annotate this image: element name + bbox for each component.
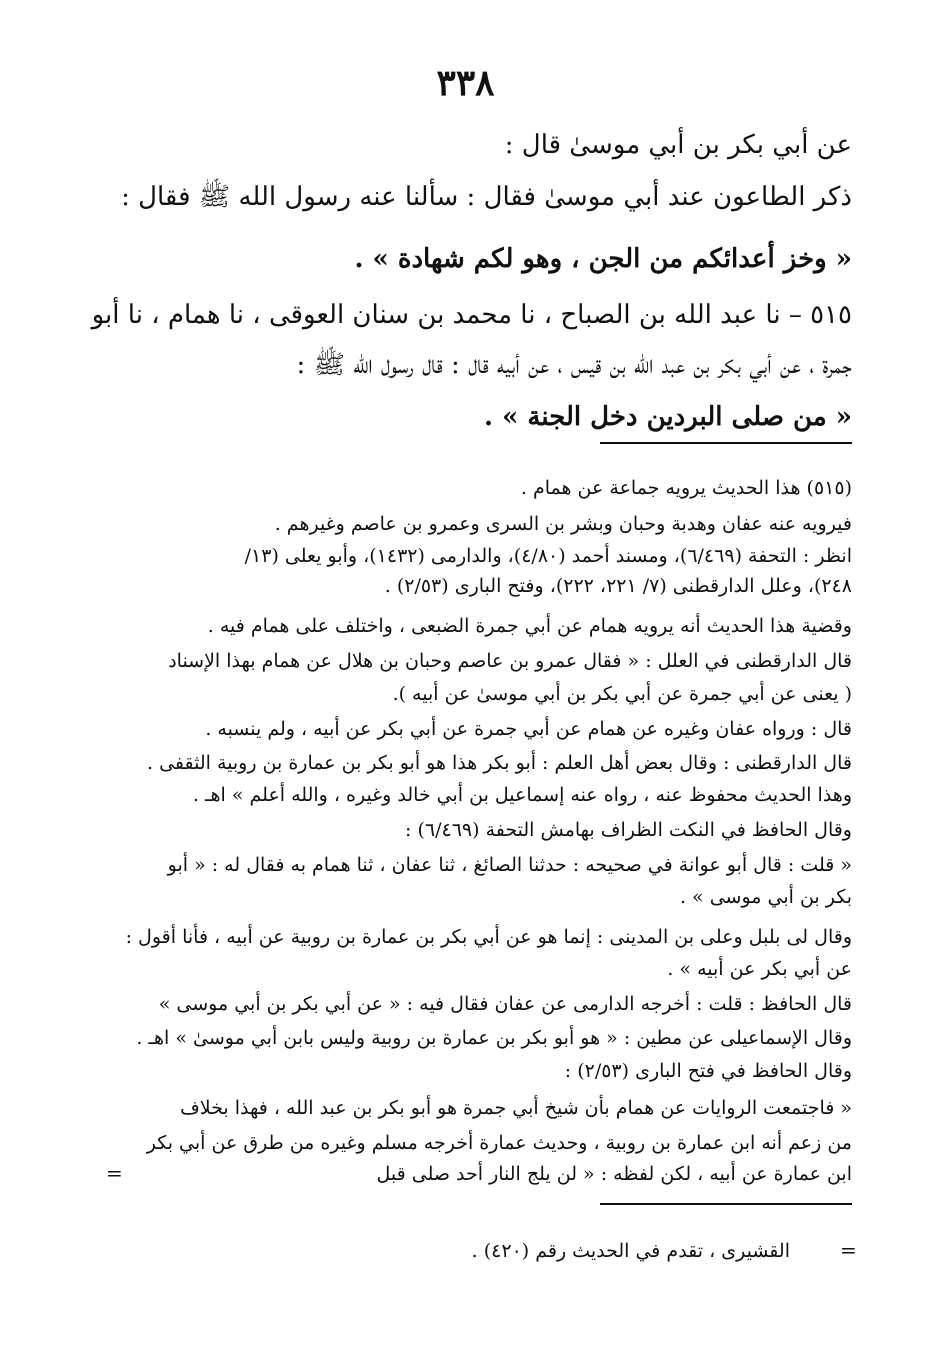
footnote-line: وقضية هذا الحديث أنه يرويه همام عن أبي جمرة الضبعى ، واختلف على همام فيه . bbox=[207, 615, 852, 637]
footnote-line: وقال الحافظ في فتح البارى (٢/٥٣) : bbox=[564, 1060, 852, 1082]
hadith-text-2: « من صلى البردين دخل الجنة » . bbox=[484, 402, 852, 432]
main-text-line-1: عن أبي بكر بن أبي موسىٰ قال : bbox=[504, 130, 852, 160]
footnote-line: انظر : التحفة (٦/٤٦٩)، ومسند أحمد (٤/٨٠)، والدارمى (١٤٣٢)، وأبو يعلى (١٣/ bbox=[244, 545, 852, 567]
footnote-line: ( يعنى عن أبي جمرة عن أبي بكر بن أبي موسىٰ عن أبيه ). bbox=[392, 683, 852, 705]
page-number: ٣٣٨ bbox=[436, 62, 495, 104]
footnote-line: بكر بن أبي موسى » . bbox=[679, 886, 852, 908]
footnote-line: وهذا الحديث محفوظ عنه ، رواه عنه إسماعيل بن أبي خالد وغيره ، والله أعلم » اهـ . bbox=[192, 784, 852, 806]
main-text-line-2: ذكر الطاعون عند أبي موسىٰ فقال : سألنا عنه رسول الله ﷺ فقال : bbox=[121, 182, 852, 212]
footnote-line: ابن عمارة عن أبيه ، لكن لفظه : « لن يلج النار أحد صلى قبل bbox=[376, 1163, 852, 1185]
continued-mark: = bbox=[840, 1238, 857, 1262]
footnote-line: « فاجتمعت الروايات عن همام بأن شيخ أبي جمرة هو أبو بكر بن عبد الله ، فهذا بخلاف bbox=[180, 1097, 852, 1119]
footnote-line: وقال الحافظ في النكت الظراف بهامش التحفة (٦/٤٦٩) : bbox=[405, 819, 852, 841]
footnote-line: قال الدارقطنى في العلل : « فقال عمرو بن عاصم وحبان بن هلال عن همام بهذا الإسناد bbox=[168, 650, 852, 672]
footnote-line: قال الحافظ : قلت : أخرجه الدارمى عن عفان فقال فيه : « عن أبي بكر بن أبي موسى » bbox=[158, 993, 852, 1015]
hadith-515-isnad-line-2: جمرة ، عن أبي بكر بن عبد الله بن قيس ، عن أبيه قال : قال رسول الله ﷺ : bbox=[296, 350, 852, 380]
footnote-line: من زعم أنه ابن عمارة بن روبية ، وحديث عمارة أخرجه مسلم وغيره من طرق عن أبي بكر bbox=[146, 1132, 852, 1154]
footnote-line: وقال الإسماعيلى عن مطين : « هو أبو بكر بن عمارة بن روبية وليس بابن أبي موسىٰ » اهـ . bbox=[136, 1027, 852, 1049]
footnote-line: « قلت : قال أبو عوانة في صحيحه : حدثنا الصائغ ، ثنا عفان ، ثنا همام به فقال له : « أبو bbox=[167, 854, 852, 876]
footnote-line: قال الدارقطنى : وقال بعض أهل العلم : أبو بكر هذا هو أبو بكر بن عمارة بن روبية الثقفى . bbox=[146, 752, 852, 774]
footnote-line: (٥١٥) هذا الحديث يرويه جماعة عن همام . bbox=[520, 477, 852, 499]
continuation-mark: = bbox=[106, 1161, 123, 1185]
footnote-line: وقال لى بلبل وعلى بن المدينى : إنما هو عن أبي بكر بن عمارة بن روبية عن أبيه ، فأنا أقول : bbox=[125, 926, 852, 948]
footnote-line: ٢٤٨)، وعلل الدارقطنى (٧/ ٢٢١، ٢٢٢)، وفتح البارى (٢/٥٣) . bbox=[384, 575, 852, 597]
footnote-line: عن أبي بكر عن أبيه » . bbox=[667, 958, 852, 980]
footnote-separator bbox=[600, 442, 852, 444]
hadith-text-1: « وخز أعدائكم من الجن ، وهو لكم شهادة » . bbox=[354, 244, 852, 274]
continued-footnote-line: القشيرى ، تقدم في الحديث رقم (٤٢٠) . bbox=[471, 1240, 790, 1262]
continuation-separator bbox=[600, 1203, 852, 1205]
footnote-line: قال : ورواه عفان وغيره عن همام عن أبي جمرة عن أبي بكر عن أبيه ، ولم ينسبه . bbox=[205, 718, 852, 740]
hadith-515-isnad-line-1: ٥١٥ – نا عبد الله بن الصباح ، نا محمد بن سنان العوقى ، نا همام ، نا أبو bbox=[91, 300, 852, 330]
footnote-line: فيرويه عنه عفان وهدبة وحبان وبشر بن السرى وعمرو بن عاصم وغيرهم . bbox=[274, 513, 852, 535]
